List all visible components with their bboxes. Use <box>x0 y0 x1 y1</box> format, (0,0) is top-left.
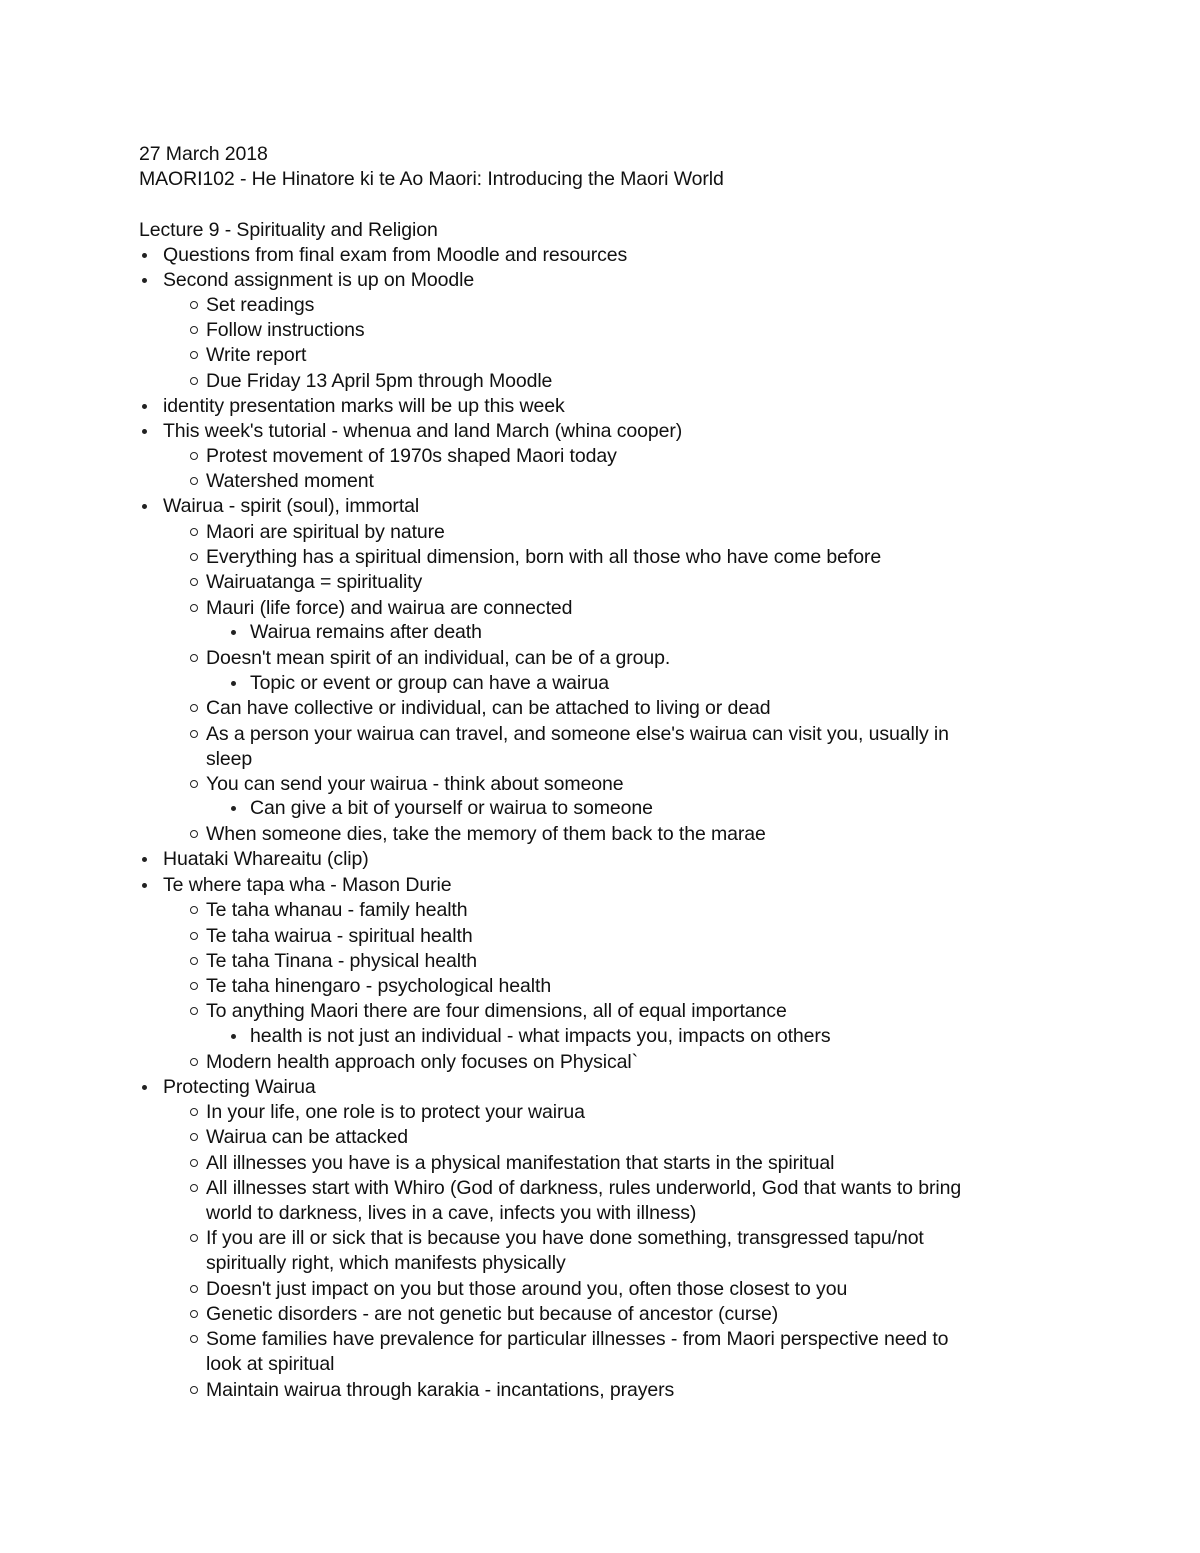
bullet-ring-icon <box>190 1285 198 1293</box>
list-item: Follow instructions <box>206 319 365 341</box>
list-item: Te where tapa wha - Mason Durie <box>163 874 452 896</box>
list-item: Second assignment is up on Moodle <box>163 269 475 291</box>
bullet-dot-icon <box>142 857 147 862</box>
bullet-dot-icon <box>142 404 147 409</box>
list-item-continuation: spiritually right, which manifests physically <box>206 1252 566 1274</box>
list-item: Te taha whanau - family health <box>206 899 468 921</box>
bullet-ring-icon <box>190 932 198 940</box>
bullet-ring-icon <box>190 578 198 586</box>
bullet-ring-icon <box>190 377 198 385</box>
list-item: Te taha Tinana - physical health <box>206 950 478 972</box>
bullet-ring-icon <box>190 528 198 536</box>
bullet-ring-icon <box>190 1159 198 1167</box>
list-item: All illnesses start with Whiro (God of darkness, rules underworld, God that wants to bring <box>206 1177 962 1199</box>
list-item: Topic or event or group can have a wairua <box>250 672 610 694</box>
list-item: This week's tutorial - whenua and land March (whina cooper) <box>163 420 683 442</box>
list-item: Genetic disorders - are not genetic but because of ancestor (curse) <box>206 1303 779 1325</box>
list-item: As a person your wairua can travel, and someone else's wairua can visit you, usually in <box>206 723 949 745</box>
bullet-ring-icon <box>190 780 198 788</box>
bullet-dot-icon <box>142 883 147 888</box>
bullet-ring-icon <box>190 1184 198 1192</box>
list-item: Watershed moment <box>206 470 374 492</box>
list-item: health is not just an individual - what impacts you, impacts on others <box>250 1025 831 1047</box>
list-item-continuation: world to darkness, lives in a cave, infects you with illness) <box>206 1202 697 1224</box>
list-item: In your life, one role is to protect your wairua <box>206 1101 585 1123</box>
list-item-continuation: look at spiritual <box>206 1353 335 1375</box>
bullet-ring-icon <box>190 1058 198 1066</box>
list-item: If you are ill or sick that is because you have done something, transgressed tapu/not <box>206 1227 924 1249</box>
bullet-dot-icon <box>231 1034 236 1039</box>
list-item: Doesn't just impact on you but those around you, often those closest to you <box>206 1278 848 1300</box>
list-item: identity presentation marks will be up this week <box>163 395 565 417</box>
bullet-ring-icon <box>190 326 198 334</box>
bullet-dot-icon <box>142 253 147 258</box>
list-item: Mauri (life force) and wairua are connected <box>206 597 573 619</box>
list-item: When someone dies, take the memory of them back to the marae <box>206 823 766 845</box>
list-item: Due Friday 13 April 5pm through Moodle <box>206 370 553 392</box>
list-item-continuation: sleep <box>206 748 253 770</box>
list-item: Wairua can be attacked <box>206 1126 408 1148</box>
bullet-ring-icon <box>190 1133 198 1141</box>
bullet-ring-icon <box>190 301 198 309</box>
bullet-ring-icon <box>190 704 198 712</box>
bullet-ring-icon <box>190 830 198 838</box>
list-item: All illnesses you have is a physical manifestation that starts in the spiritual <box>206 1152 835 1174</box>
bullet-ring-icon <box>190 452 198 460</box>
bullet-ring-icon <box>190 957 198 965</box>
bullet-ring-icon <box>190 906 198 914</box>
list-item: Questions from final exam from Moodle and resources <box>163 244 628 266</box>
list-item: Everything has a spiritual dimension, born with all those who have come before <box>206 546 882 568</box>
bullet-ring-icon <box>190 654 198 662</box>
course-title: MAORI102 - He Hinatore ki te Ao Maori: Introducing the Maori World <box>139 168 724 190</box>
bullet-ring-icon <box>190 1234 198 1242</box>
bullet-ring-icon <box>190 1007 198 1015</box>
list-item: Maintain wairua through karakia - incantations, prayers <box>206 1379 675 1401</box>
bullet-dot-icon <box>142 429 147 434</box>
list-item: Some families have prevalence for particular illnesses - from Maori perspective need to <box>206 1328 949 1350</box>
bullet-dot-icon <box>231 630 236 635</box>
document-date: 27 March 2018 <box>139 143 268 165</box>
bullet-ring-icon <box>190 1386 198 1394</box>
bullet-dot-icon <box>142 278 147 283</box>
bullet-dot-icon <box>231 806 236 811</box>
list-item: You can send your wairua - think about someone <box>206 773 624 795</box>
list-item: Modern health approach only focuses on Physical` <box>206 1051 639 1073</box>
list-item: Maori are spiritual by nature <box>206 521 445 543</box>
lecture-title: Lecture 9 - Spirituality and Religion <box>139 219 438 241</box>
bullet-dot-icon <box>142 504 147 509</box>
bullet-ring-icon <box>190 1108 198 1116</box>
list-item: Write report <box>206 344 307 366</box>
bullet-dot-icon <box>231 681 236 686</box>
bullet-dot-icon <box>142 1085 147 1090</box>
bullet-ring-icon <box>190 730 198 738</box>
bullet-ring-icon <box>190 477 198 485</box>
list-item: Doesn't mean spirit of an individual, can be of a group. <box>206 647 671 669</box>
list-item: Can have collective or individual, can be attached to living or dead <box>206 697 771 719</box>
list-item: Wairua remains after death <box>250 621 482 643</box>
list-item: To anything Maori there are four dimensions, all of equal importance <box>206 1000 787 1022</box>
list-item: Huataki Whareaitu (clip) <box>163 848 369 870</box>
list-item: Te taha hinengaro - psychological health <box>206 975 552 997</box>
bullet-ring-icon <box>190 351 198 359</box>
list-item: Te taha wairua - spiritual health <box>206 925 473 947</box>
list-item: Protest movement of 1970s shaped Maori today <box>206 445 617 467</box>
bullet-ring-icon <box>190 604 198 612</box>
list-item: Protecting Wairua <box>163 1076 316 1098</box>
list-item: Wairua - spirit (soul), immortal <box>163 495 420 517</box>
bullet-ring-icon <box>190 1310 198 1318</box>
list-item: Can give a bit of yourself or wairua to someone <box>250 797 653 819</box>
list-item: Wairuatanga = spirituality <box>206 571 423 593</box>
bullet-ring-icon <box>190 553 198 561</box>
bullet-ring-icon <box>190 1335 198 1343</box>
list-item: Set readings <box>206 294 315 316</box>
bullet-ring-icon <box>190 982 198 990</box>
